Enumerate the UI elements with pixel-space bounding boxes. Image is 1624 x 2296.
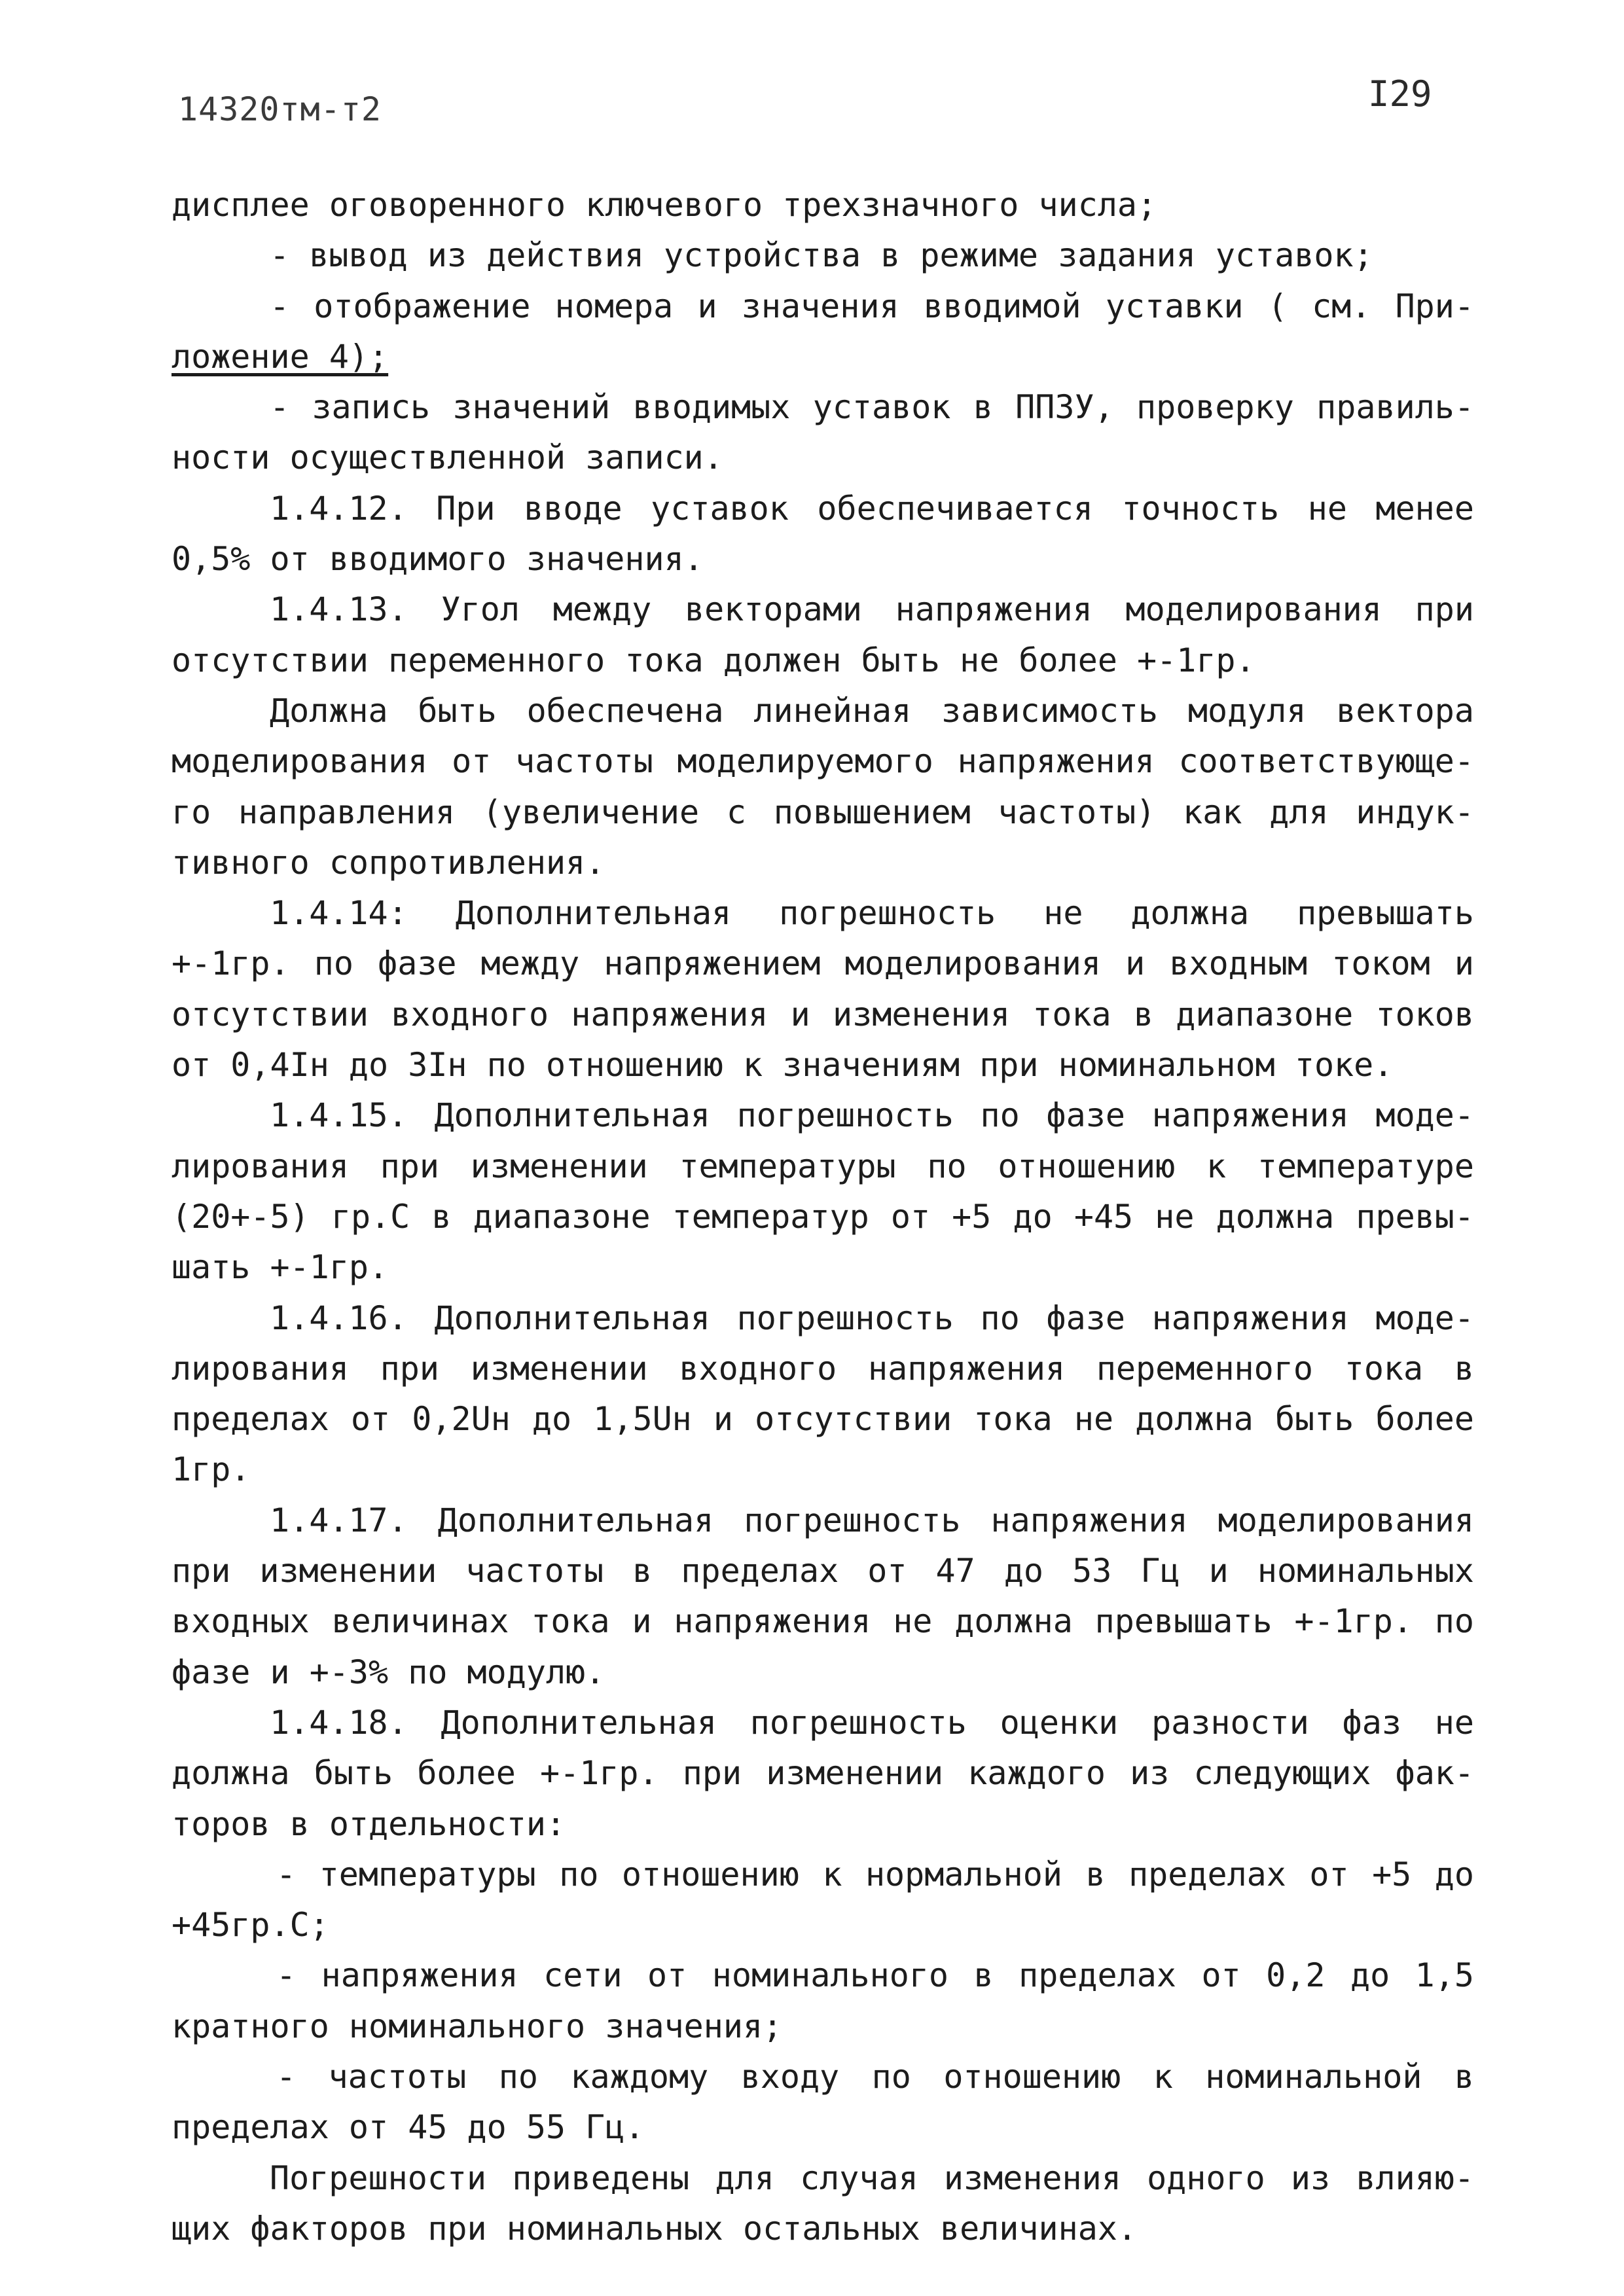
text-line: - частоты по каждому входу по отношению к номинальной в: [276, 2057, 1474, 2096]
text-line: 1.4.18. Дополнительная погрешность оценки разности фаз не: [270, 1703, 1474, 1742]
underlined-text: ложение 4);: [171, 337, 389, 376]
text-line: - температуры по отношению к нормальной в пределах от +5 до: [276, 1855, 1474, 1893]
text-line: ности осуществленной записи.: [171, 439, 723, 477]
text-line: от 0,4Iн до 3Iн по отношению к значениям при номинальном токе.: [171, 1046, 1394, 1085]
text-line: 1.4.14: Дополнительная погрешность не должна превышать: [270, 894, 1474, 933]
text-line: - вывод из действия устройства в режиме задания уставок;: [270, 236, 1373, 275]
text-line: торов в отдельности:: [171, 1804, 566, 1843]
document-body: [171, 180, 1474, 2254]
text-line: 0,5% от вводимого значения.: [171, 540, 704, 579]
text-line: отсутствии входного напряжения и изменения тока в диапазоне токов: [171, 995, 1474, 1033]
text-line: фазе и +-3% по модулю.: [171, 1653, 605, 1691]
text-line: пределах от 0,2Uн до 1,5Uн и отсутствии тока не должна быть более: [171, 1400, 1474, 1439]
text-line: 1.4.15. Дополнительная погрешность по фазе напряжения моде-: [270, 1096, 1474, 1135]
text-line: должна быть более +-1гр. при изменении каждого из следующих фак-: [171, 1754, 1474, 1793]
text-line: [171, 332, 1474, 382]
text-line: 1.4.16. Дополнительная погрешность по фазе напряжения моде-: [270, 1299, 1474, 1337]
text-line: дисплее оговоренного ключевого трехзначного числа;: [171, 186, 1157, 224]
text-line: щих факторов при номинальных остальных величинах.: [171, 2209, 1138, 2248]
text-line: лирования при изменении температуры по отношению к температуре: [171, 1147, 1474, 1185]
text-line: 1.4.12. При вводе уставок обеспечивается точность не менее: [270, 489, 1474, 528]
text-line: - запись значений вводимых уставок в ППЗУ, проверку правиль-: [270, 388, 1474, 427]
text-line: кратного номинального значения;: [171, 2007, 783, 2045]
text-line: при изменении частоты в пределах от 47 до 53 Гц и номинальных: [171, 1552, 1474, 1590]
text-line: - отображение номера и значения вводимой уставки ( см. При-: [270, 287, 1474, 325]
text-line: лирования при изменении входного напряжения переменного тока в: [171, 1349, 1474, 1388]
text-line: пределах от 45 до 55 Гц.: [171, 2108, 645, 2147]
page-number: I29: [1368, 73, 1432, 115]
text-line: го направления (увеличение с повышением частоты) как для индук-: [171, 793, 1474, 831]
text-line: 1.4.13. Угол между векторами напряжения моделирования при: [270, 590, 1474, 629]
text-line: +45гр.С;: [171, 1906, 329, 1945]
text-line: Погрешности приведены для случая изменения одного из влияю-: [270, 2159, 1474, 2197]
text-line: отсутствии переменного тока должен быть не более +-1гр.: [171, 641, 1255, 679]
text-line: +-1гр. по фазе между напряжением моделирования и входным током и: [171, 944, 1474, 983]
text-line: 1гр.: [171, 1450, 251, 1489]
text-line: входных величинах тока и напряжения не должна превышать +-1гр. по: [171, 1602, 1474, 1641]
text-line: шать +-1гр.: [171, 1248, 389, 1287]
text-line: - напряжения сети от номинального в пределах от 0,2 до 1,5: [276, 1956, 1474, 1995]
text-line: Должна быть обеспечена линейная зависимость модуля вектора: [270, 691, 1474, 730]
text-line: тивного сопротивления.: [171, 843, 605, 882]
text-line: моделирования от частоты моделируемого напряжения соответствующе-: [171, 742, 1474, 781]
text-line: 1.4.17. Дополнительная погрешность напряжения моделирования: [270, 1501, 1474, 1539]
text-line: (20+-5) гр.С в диапазоне температур от +5 до +45 не должна превы-: [171, 1197, 1474, 1236]
document-code: 14320тм-т2: [178, 90, 382, 128]
